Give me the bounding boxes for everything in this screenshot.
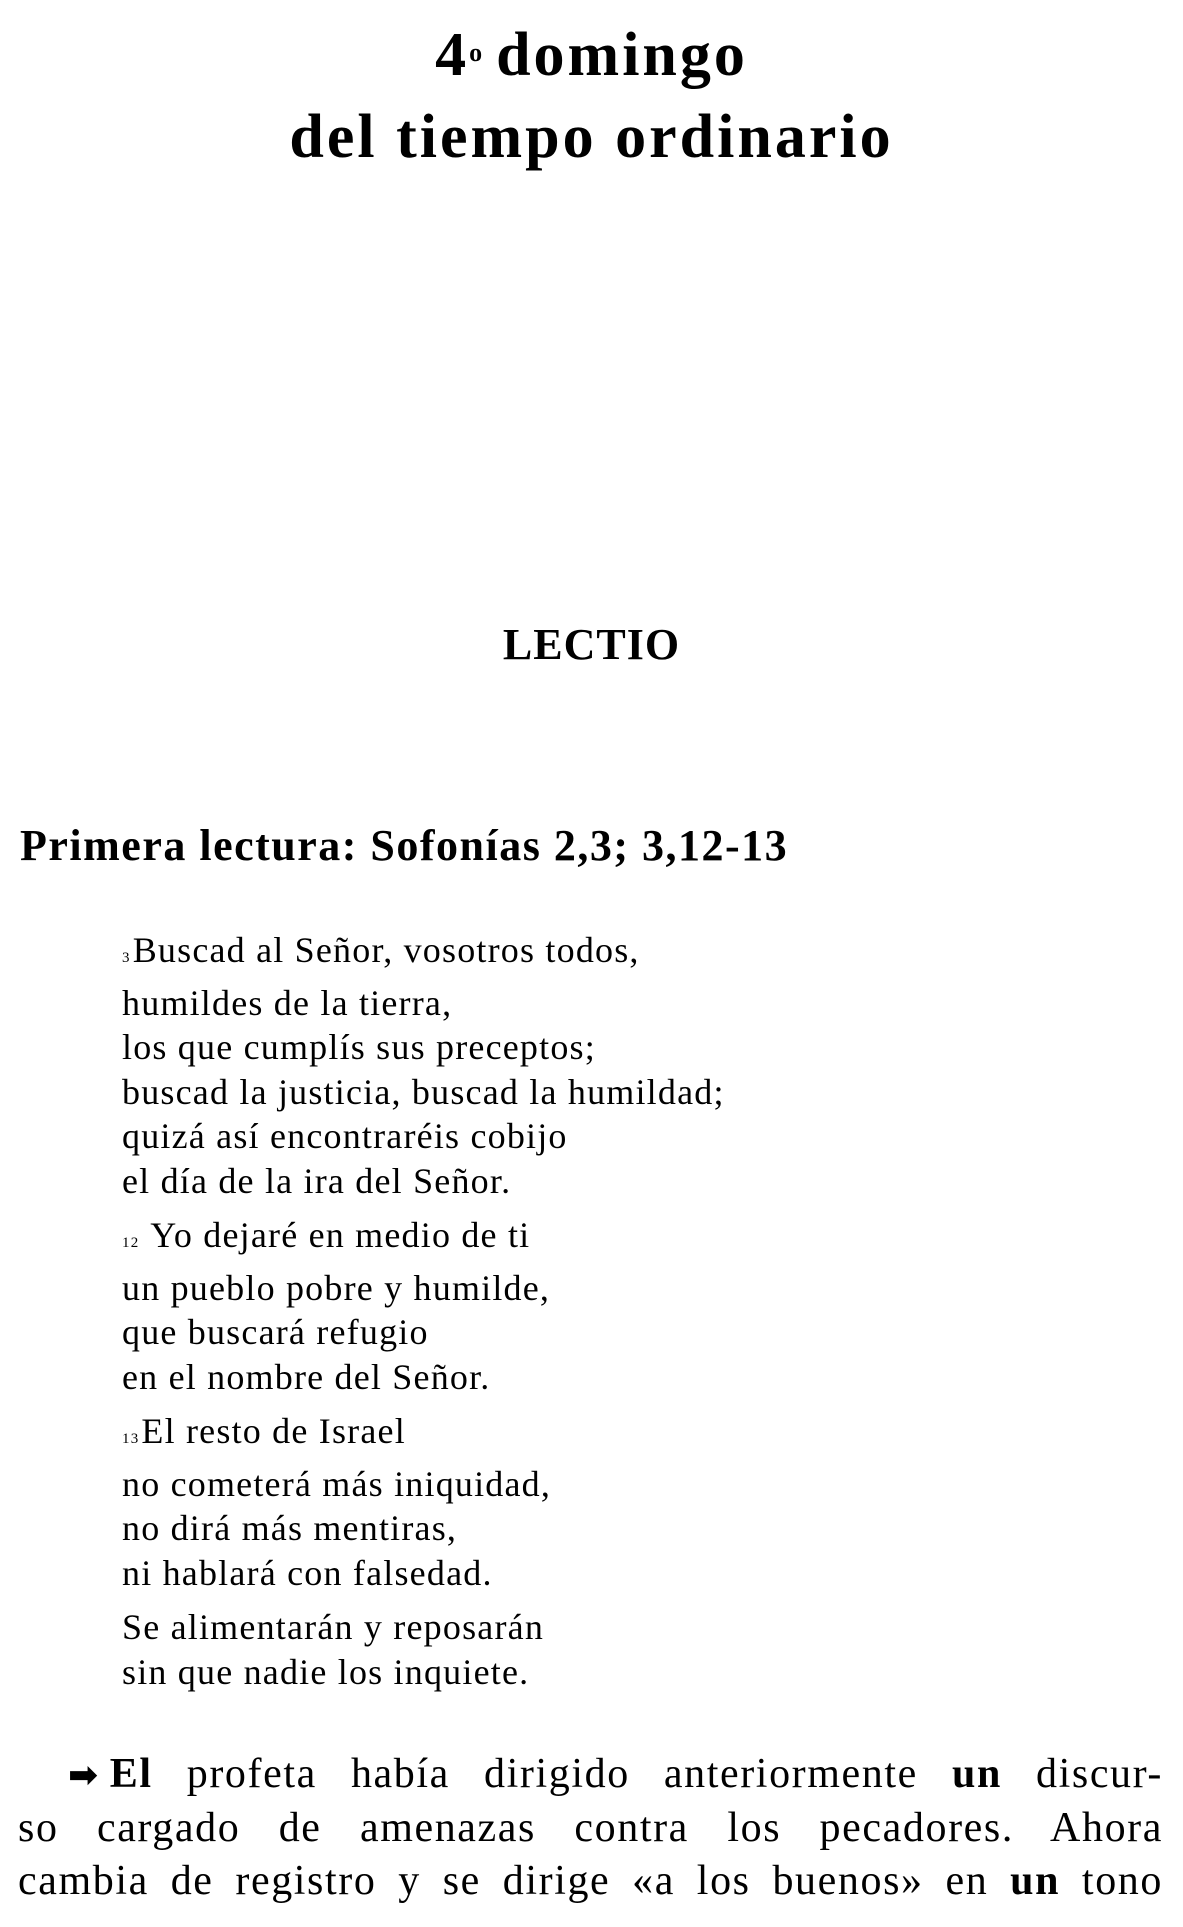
title-ordinal-indicator: o [469, 38, 483, 67]
verse-number: 3 [122, 950, 131, 966]
verse-line: no cometerá más iniquidad, [122, 1463, 552, 1504]
stanza [122, 928, 725, 1203]
verse-line: ni hablará con falsedad. [122, 1552, 493, 1593]
scripture-passage [122, 928, 725, 1704]
commentary-bold-word: un [951, 1751, 1002, 1797]
verse-line: en el nombre del Señor. [122, 1356, 491, 1397]
verse-line: los que cumplís sus preceptos; [122, 1027, 596, 1067]
verse-line: Se alimentarán y reposarán [122, 1607, 545, 1647]
commentary-line: so cargado de amenazas contra los pecadores. Ahora [18, 1805, 1163, 1851]
commentary-bold-word: El [109, 1751, 153, 1797]
commentary-text: cambia de registro y se dirige «a los buenos» en [18, 1858, 989, 1904]
commentary-line [18, 1855, 1163, 1908]
right-arrow-icon: ➡ [68, 1755, 100, 1796]
page-title [0, 20, 1183, 172]
commentary-text: discur- [1036, 1751, 1163, 1797]
verse-number: 13 [122, 1431, 140, 1447]
verse-number: 12 [122, 1235, 140, 1251]
verse-line: el día de la ira del Señor. [122, 1160, 512, 1201]
section-heading: LECTIO [502, 620, 681, 669]
stanza [122, 1409, 725, 1595]
verse-line: un pueblo pobre y humilde, [122, 1267, 551, 1308]
verse-text: El resto de Israel [141, 1411, 406, 1451]
commentary-line [18, 1748, 1163, 1802]
commentary-text: tono [1081, 1858, 1163, 1904]
reading-title: Primera lectura: Sofonías 2,3; 3,12-13 [20, 821, 789, 870]
title-line-2: del tiempo ordinario [289, 103, 894, 171]
verse-line: sin que nadie los inquiete. [122, 1651, 530, 1692]
verse-line [122, 1213, 725, 1266]
stanza [122, 1605, 725, 1694]
verse-line: quizá así encontraréis cobijo [122, 1116, 568, 1156]
verse-text: Yo dejaré en medio de ti [150, 1215, 531, 1255]
verse-line: no dirá más mentiras, [122, 1508, 458, 1548]
verse-text: Buscad al Señor, vosotros todos, [132, 930, 640, 970]
verse-line: buscad la justicia, buscad la humildad; [122, 1071, 725, 1112]
verse-line: humildes de la tierra, [122, 982, 453, 1023]
title-word-domingo: domingo [496, 21, 748, 89]
commentary-text: profeta había dirigido anteriormente [186, 1751, 918, 1797]
stanza [122, 1213, 725, 1399]
verse-line [122, 928, 725, 981]
commentary-bold-word: un [1010, 1858, 1061, 1904]
verse-line [122, 1409, 725, 1462]
verse-line: que buscará refugio [122, 1312, 429, 1352]
title-line-1 [0, 20, 1183, 102]
commentary-paragraph [18, 1748, 1163, 1908]
title-number: 4 [435, 21, 470, 89]
